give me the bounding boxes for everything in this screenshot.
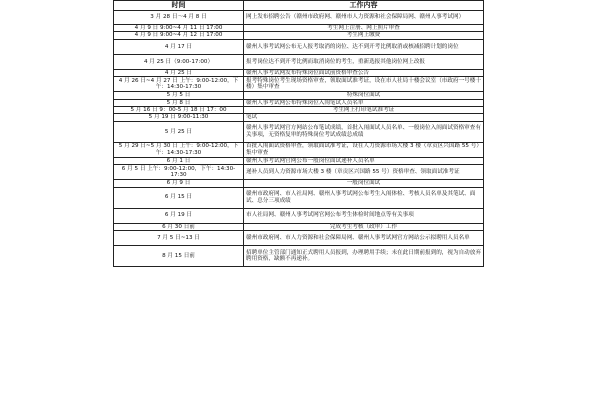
schedule-page	[113, 0, 483, 267]
row-work-cell: 报考岗位达不到开考比例而取消岗位的考生，重新选报其他岗位网上改报	[244, 54, 484, 69]
table-row	[114, 92, 484, 99]
row-work-cell: 赣州市政府网、市人社局网、赣州人事考试网公布考生入闱体检、考核人员名单及其笔试、面试、总分三项成绩	[244, 187, 484, 208]
table-row	[114, 54, 484, 69]
row-time-cell: 5 月 29 日~5 月 30 日 上午：9:00-12:00，下午：14:30-17:30	[114, 142, 244, 157]
table-row	[114, 114, 484, 121]
row-time-cell: 8 月 15 日前	[114, 246, 244, 267]
row-time-cell: 5 月 25 日	[114, 121, 244, 142]
row-work-cell: 赣州市政府网、市人力资源和社会保障局网、赣州人事考试网官方网站公示拟聘用人员名单	[244, 231, 484, 246]
row-work-cell: 报考特殊岗位考生现场资格审查，领取面试准考证，设在市人社局十楼会议室（市政府一号楼十楼）集中审查	[244, 77, 484, 92]
table-row	[114, 187, 484, 208]
table-row	[114, 180, 484, 187]
row-time-cell: 6 月 9 日	[114, 180, 244, 187]
table-row	[114, 208, 484, 223]
table-row	[114, 223, 484, 230]
row-work-cell: 赣州人事考试网官网公布一般岗位面试递补人员名单	[244, 157, 484, 164]
row-work-cell: 特殊岗位面试	[244, 92, 484, 99]
row-time-cell: 4 月 25 日（9:00-17:00）	[114, 54, 244, 69]
row-work-cell: 考生网上注册、网上照片审查	[244, 25, 484, 32]
row-work-cell: 赣州人事考试网公布特殊岗位入闱笔试人员名单	[244, 99, 484, 106]
table-row	[114, 11, 484, 25]
row-work-cell: 首批入闱面试资格审查，领取面试准考证，设在人力资源市场大楼 3 楼（章贡区兴国路 55 号）集中审查	[244, 142, 484, 157]
row-work-cell: 笔试	[244, 114, 484, 121]
row-work-cell: 考生网上打印笔试准考证	[244, 107, 484, 114]
row-work-cell: 完成考生考核（政审）工作	[244, 223, 484, 230]
row-time-cell: 6 月 15 日	[114, 187, 244, 208]
row-time-cell: 5 月 19 日 9:00-11:30	[114, 114, 244, 121]
row-time-cell: 3 月 28 日～4 月 8 日	[114, 11, 244, 25]
table-row	[114, 39, 484, 54]
row-work-cell: 市人社局网、赣州人事考试网官网公布考生体检时间地点等有关事项	[244, 208, 484, 223]
row-time-cell: 4 月 26 日~4 月 27 日 上午：9:00-12:00，下午：14:30-17:30	[114, 77, 244, 92]
row-time-cell: 6 月 19 日	[114, 208, 244, 223]
row-work-cell: 赣州人事考试网公布无人报考取消的岗位、达不到开考比例取消或核减招聘计划的岗位	[244, 39, 484, 54]
schedule-table	[113, 0, 484, 267]
row-time-cell: 6 月 5 日 上午：9:00-12:00，下午：14:30-17:30	[114, 165, 244, 180]
table-row	[114, 77, 484, 92]
table-row	[114, 32, 484, 39]
row-time-cell: 7 月 5 日~13 日	[114, 231, 244, 246]
table-row	[114, 121, 484, 142]
table-row	[114, 165, 484, 180]
row-time-cell: 5 月 16 日 9：00-5 月 18 日 17：00	[114, 107, 244, 114]
work-column-header: 工作内容	[244, 1, 484, 11]
row-work-cell: 赣州人事考试网官方网站公布笔试成绩，首批入闱面试人员名单、一般岗位入闱面试资格审查有关事项，无资格复审的特殊岗位考试成绩总成绩	[244, 121, 484, 142]
table-row	[114, 25, 484, 32]
time-column-header: 时间	[114, 1, 244, 11]
row-work-cell: 一般岗位面试	[244, 180, 484, 187]
schedule-rows	[114, 11, 484, 267]
table-row	[114, 142, 484, 157]
row-work-cell: 赣州人事考试网发布特殊岗位面试前资格审查公告	[244, 69, 484, 76]
table-row	[114, 69, 484, 76]
row-time-cell: 4 月 25 日	[114, 69, 244, 76]
row-work-cell: 考生网上缴费	[244, 32, 484, 39]
row-time-cell: 4 月 9 日 9:00~4 月 12 日 17:00	[114, 32, 244, 39]
row-time-cell: 6 月 30 日前	[114, 223, 244, 230]
row-work-cell: 网上发布招聘公告（赣州市政府网、赣州市人力资源和社会保障局网、赣州人事考试网）	[244, 11, 484, 25]
table-row	[114, 99, 484, 106]
row-work-cell: 递补人员到人力资源市场大楼 3 楼（章贡区兴国路 55 号）资格审查、领取面试准考证	[244, 165, 484, 180]
row-time-cell: 4 月 9 日 9:00~4 月 11 日 17:00	[114, 25, 244, 32]
table-row	[114, 246, 484, 267]
table-row	[114, 157, 484, 164]
row-work-cell: 招聘单位主管部门通知正式聘用人员报到，办理聘用手续；未在此日期前报到的，视为自动放弃聘用资格，缺额不再递补。	[244, 246, 484, 267]
table-row	[114, 231, 484, 246]
row-time-cell: 6 月 1 日	[114, 157, 244, 164]
table-row	[114, 107, 484, 114]
row-time-cell: 4 月 17 日	[114, 39, 244, 54]
table-header-row	[114, 1, 484, 11]
row-time-cell: 5 月 5 日	[114, 92, 244, 99]
row-time-cell: 5 月 8 日	[114, 99, 244, 106]
